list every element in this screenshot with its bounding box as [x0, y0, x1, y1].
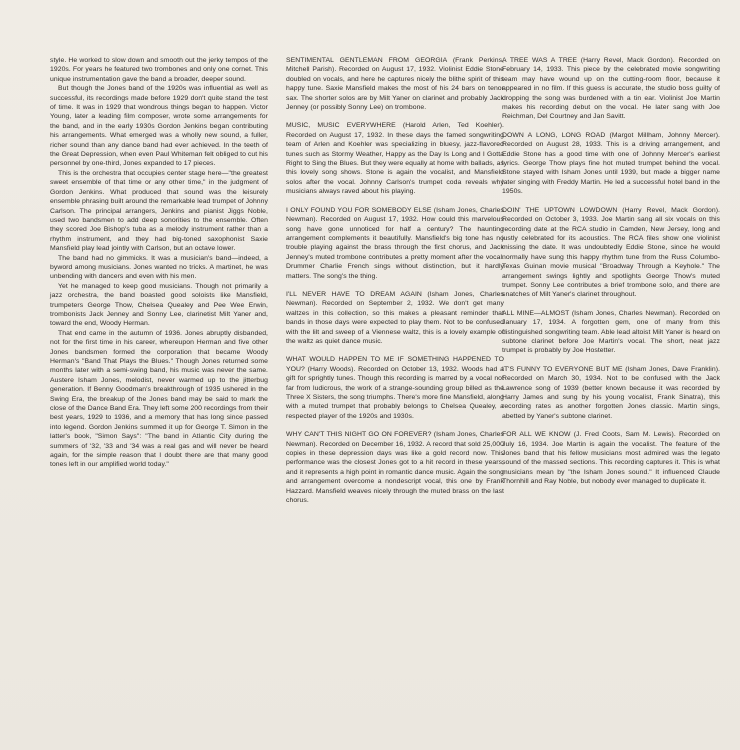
column-middle: [286, 56, 504, 514]
track-note: I'LL NEVER HAVE TO DREAM AGAIN (Isham Jones, Charles Newman). Recorded on September 2, 1932. We don't get many waltzes in this collection, so this makes a pleasant reminder that bands in those days were expected to play them. Not to be confused with the lilt and sweep of a Viennese waltz, this is a lovely example of the waltz as quiet dance music.: [286, 290, 504, 345]
track-note: A TREE WAS A TREE (Harry Revel, Mack Gordon). Recorded on February 14, 1933. This piece by the celebrated movie songwriting team may have wound up on the cutting-room floor, because it appeared in no film. If this guess is accurate, the studio boss guilty of dropping the song was burdened with a tin ear. Violinist Joe Martin makes his recording debut on the vocal. He later sang with Joe Reichman, Del Courtney and Jan Savitt.: [502, 57, 720, 121]
paragraph: Yet he managed to keep good musicians. Though not primarily a jazz orchestra, the band boasted good soloists like Mansfield, trumpeters George Thow, Chelsea Quealey and Pee Wee Erwin, trombonists Jack Jenney and Sonny Lee, clarinetist Milt Yaner and, toward the end, Woody Herman.: [50, 282, 268, 328]
column-right: [502, 56, 720, 496]
paragraph: The band had no gimmicks. It was a musician's band—indeed, a byword among musicians. Jones wanted no tricks. A martinet, he was unbending with dancers and even with his men.: [50, 254, 268, 281]
paragraph: That end came in the autumn of 1936. Jones abruptly disbanded, not for the first time in his career, whereupon Herman and five other Jones bandsmen formed the corporation that became Woody Herman's "Band That Plays the Blues." Though Jones returned some months later with a semi-swing band, his music was never the same. Austere Isham Jones, melodist, never warmed up to the jitterbug generation. If Benny Goodman's breakthrough of 1935 ushered in the Swing Era, the breakup of the Jones band may be said to mark the close of the Dance Band Era. They left some 200 recordings from their best years, 1929 to 1936, and a memory that has long since passed into legend. Gordon Jenkins summed it up for George T. Simon in the latter's book, "Simon Says": "The band in Atlantic City during the summers of '32, '33 and '34 was a real gas and will never be heard again, for the simple reason that I doubt there are that many good tones left in our amplified world today.": [50, 329, 268, 469]
track-note: WHY CAN'T THIS NIGHT GO ON FOREVER? (Isham Jones, Charles Newman). Recorded on December 16, 1932. A record that sold 25,000 copies in these depression days was like a gold record now. This performance was the closest Jones got to a hit record in these years, and it represents a high point in romantic dance music. Again the song and arrangement overcome a nondescript vocal, this one by Frank Hazzard. Mansfield weaves nicely through the muted brass on the last chorus.: [286, 431, 504, 505]
track-note: SENTIMENTAL GENTLEMAN FROM GEORGIA (Frank Perkins, Mitchell Parish). Recorded on August 17, 1932. Violinist Eddie Stone doubled on vocals, and here he captures nicely the blithe spirit of this happy tune. Saxie Mansfield makes the most of his 24 bars on tenor sax. The shorter solos are by Milt Yaner on clarinet and probably Jack Jenney (or possibly Sonny Lee) on trombone.: [286, 57, 504, 112]
track-note: I ONLY FOUND YOU FOR SOMEBODY ELSE (Isham Jones, Charles Newman). Recorded on August 17, 1932. How could this marvelous song have gone unnoticed for half a century? The haunting arrangement complements it beautifully. Mansfield's big tone has no trouble playing against the brass through the first chorus, and Jack Jenney's muted trombone contributes a pretty moment after the vocal. Drummer Charlie French sings without distinction, but it hardly matters. The song's the thing.: [286, 206, 504, 280]
track-note: DOWN A LONG, LONG ROAD (Margot Millham, Johnny Mercer). Recorded on August 28, 1933. This is a driving arrangement, and Eddie Stone has a good time with one of Johnny Mercer's earliest lyrics. George Thow plays fine hot muted trumpet behind the vocal. Stone stayed with Isham Jones until 1939, but made a bigger name later singing with Freddy Martin. He led a successful hotel band in the 1950s.: [502, 131, 720, 196]
track-note: ALL MINE—ALMOST (Isham Jones, Charles Newman). Recorded on January 17, 1934. A forgotten gem, one of many from this distinguished songwriting team. Able lead altoist Milt Yaner is heard on subtone clarinet before Joe Martin's vocal. The short, neat jazz trumpet is probably by Joe Hostetter.: [502, 309, 720, 355]
track-note: FOR ALL WE KNOW (J. Fred Coots, Sam M. Lewis). Recorded on July 16, 1934. Joe Martin is again the vocalist. The feature of the Jones band that his fellow musicians most admired was the legato sound of the massed sections. This recording captures it. This is what musicians mean by "the Isham Jones sound." It influenced Claude Thornhill and Ray Noble, but nobody ever managed to duplicate it.: [502, 431, 720, 486]
track-note: MUSIC, MUSIC EVERYWHERE (Harold Arlen, Ted Koehler). Recorded on August 17, 1932. In these days the famed songwriting team of Arlen and Koehler was specializing in bluesy, jazz-flavored tunes such as Stormy Weather, Happy as the Day Is Long and I Gotta Right to Sing the Blues. But they were equally at home with ballads, as this lovely song shows. Stone is again the vocalist, and Mansfield solos after the vocal. Johnny Carlson's trumpet coda reveals why musicians always raved about his playing.: [286, 122, 504, 196]
track-note: DOIN' THE UPTOWN LOWDOWN (Harry Revel, Mack Gordon). Recorded on October 3, 1933. Joe Martin sang all six vocals on this recording date at the RCA studio in Camden, New Jersey, long and justly celebrated for its acoustics. The RCA files show one violinist missing the date. It was undoubtedly Eddie Stone, since he would normally have sung this happy rhythm tune from the Russ Columbo-Texas Guinan movie musical "Broadway Through a Keyhole." The arrangement swings lightly and spotlights George Thow's muted trumpet. Sonny Lee contributes a brief trombone solo, and there are snatches of Milt Yaner's clarinet throughout.: [502, 206, 720, 299]
column-left: [50, 56, 268, 470]
paragraph: But though the Jones band of the 1920s was influential as well as successful, its recordings made before 1929 don't quite stand the test of time. It was in 1929 that wondrous things began to happen. Victor Young, later a leading film composer, wrote some arrangements for the band, and in the early 1930s Gordon Jenkins began contributing his arrangements. What emerged was a wholly new sound, a fuller, richer sound than any dance band had ever achieved. In the teeth of the Great Depression, when even Paul Whiteman felt obliged to cut his personnel by one-third, Jones expanded to 17 pieces.: [50, 85, 269, 168]
track-note: WHAT WOULD HAPPEN TO ME IF SOMETHING HAPPENED TO YOU? (Harry Woods). Recorded on October 13, 1932. Woods had a gift for sprightly tunes. Though this recording is marred by a vocal not far from ludicrous, the work of a strange-sounding group billed as the Three X Sisters, the song triumphs. There's more fine Mansfield, along with a muted trumpet that probably belongs to Chelsea Quealey, a respected player of the 1920s and 1930s.: [286, 356, 504, 420]
paragraph: style. He worked to slow down and smooth out the jerky tempos of the 1920s. For years he featured two trombones and only one cornet. This unique instrumentation gave the band a broader, deeper sound.: [50, 57, 268, 83]
track-note: IT'S FUNNY TO EVERYONE BUT ME (Isham Jones, Dave Franklin). Recorded on March 30, 1934. Not to be confused with the Jack Lawrence song of 1939 (better known because it was recorded by Harry James and sung by his young vocalist, Frank Sinatra), this recording rates as another forgotten Jones classic. Martin sings, abetted by Yaner's subtone clarinet.: [502, 365, 720, 420]
paragraph: This is the orchestra that occupies center stage here—"the greatest sweet ensemble of that time or any other time," in the judgment of Gordon Jenkins. What produced that sound was the leisurely ensemble phrasing built around the remarkable lead trumpet of Johnny Carlson. The principal arrangers, Jenkins and pianist Jiggs Noble, used two bandsmen to add deep sonorities to the ensemble. Often they scored Joe Bishop's tuba as a melody instrument rather than a rhythm instrument, and they had big-toned saxophonist Saxie Mansfield play lead jointly with Carlson, but an octave lower.: [50, 169, 268, 253]
